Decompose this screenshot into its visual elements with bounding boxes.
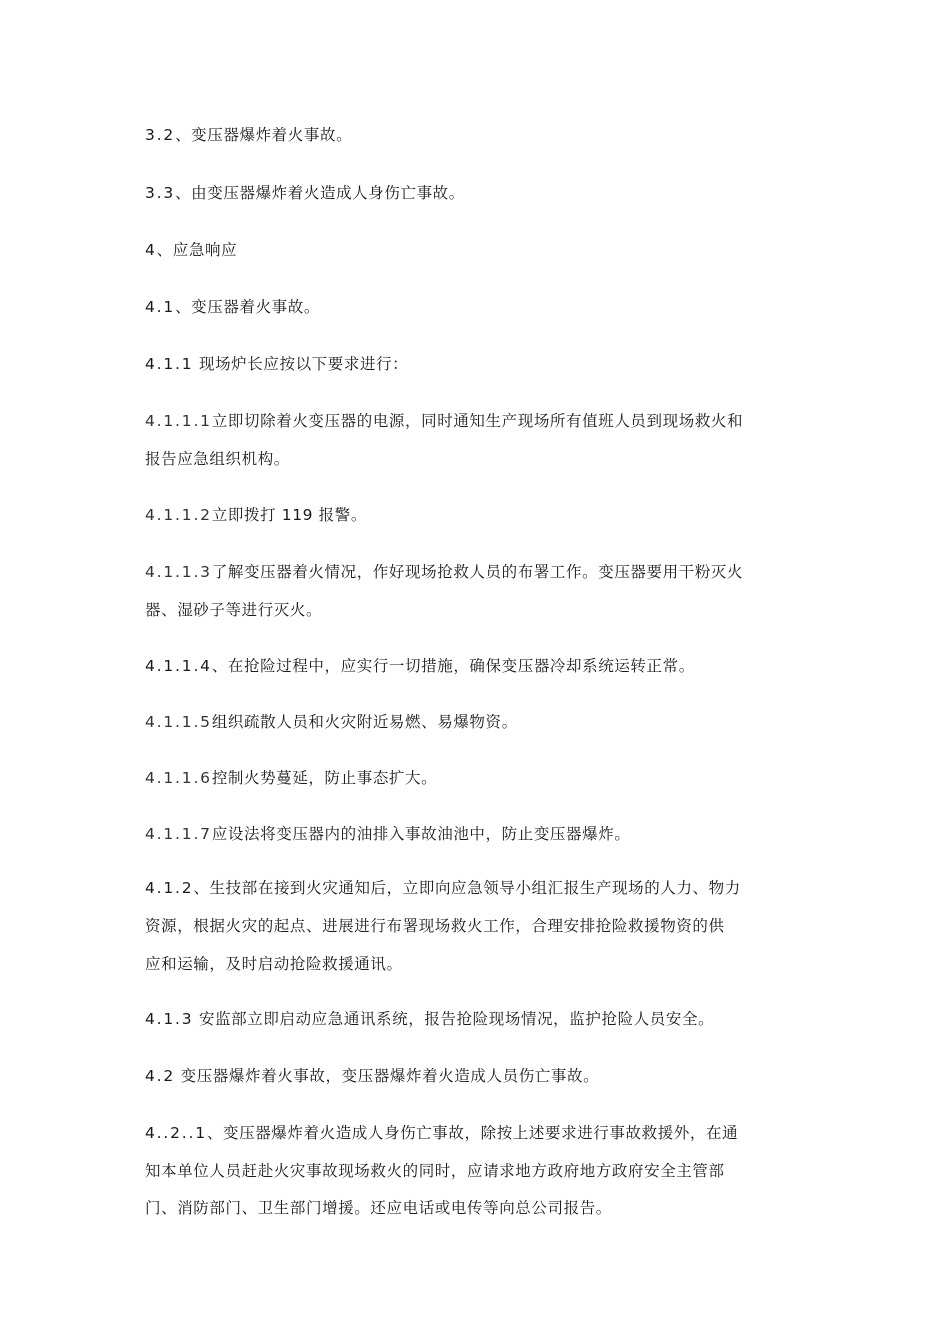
paragraph-line — [145, 824, 815, 844]
line-text: 、应急响应 — [156, 241, 238, 259]
line-text: 组织疏散人员和火灾附近易燃、易爆物资。 — [211, 713, 518, 731]
line-text: 、由变压器爆炸着火造成人身伤亡事故。 — [175, 184, 465, 202]
paragraph-line — [145, 1009, 815, 1029]
line-text: 立即切除着火变压器的电源，同时通知生产现场所有值班人员到现场救火和 — [211, 412, 744, 430]
paragraph-line — [145, 656, 815, 676]
section-number: 4.1.1.6 — [145, 769, 212, 787]
line-text: 控制火势蔓延，防止事态扩大。 — [211, 769, 438, 787]
line-text: 门、消防部门、卫生部门增援。还应电话或电传等向总公司报告。 — [145, 1199, 612, 1217]
paragraph-line — [145, 768, 815, 788]
paragraph-line — [145, 1066, 815, 1086]
paragraph-line — [145, 183, 815, 203]
section-number: 3.3 — [145, 184, 176, 202]
section-number: 3.2 — [145, 126, 176, 144]
paragraph-line — [145, 505, 815, 525]
section-heading — [145, 240, 815, 260]
paragraph-line — [145, 125, 815, 145]
paragraph-line — [145, 562, 815, 582]
paragraph-line — [145, 449, 815, 469]
line-text: 立即拨打 119 报警。 — [211, 506, 367, 524]
line-text: 资源，根据火灾的起点、进展进行布署现场救火工作，合理安排抢险救援物资的供 — [145, 917, 725, 935]
line-text: 报告应急组织机构。 — [145, 450, 290, 468]
section-number: 4.1.1.1 — [145, 412, 212, 430]
section-number: 4.2 — [145, 1067, 176, 1085]
section-number: 4.1.1.7 — [145, 825, 212, 843]
line-text: 、变压器爆炸着火造成人身伤亡事故，除按上述要求进行事故救援外，在通 — [206, 1124, 739, 1142]
paragraph-line — [145, 297, 815, 317]
paragraph-line — [145, 1123, 815, 1143]
section-number: 4.1.3 — [145, 1010, 194, 1028]
section-number: 4.1.2 — [145, 879, 194, 897]
section-number: 4.1.1.5 — [145, 713, 212, 731]
paragraph-line — [145, 916, 815, 936]
line-text: 知本单位人员赶赴火灾事故现场救火的同时，应请求地方政府地方政府安全主管部 — [145, 1162, 725, 1180]
paragraph-line — [145, 354, 815, 374]
section-number: 4.1.1 — [145, 355, 194, 373]
line-text: 了解变压器着火情况，作好现场抢救人员的布署工作。变压器要用干粉灭火 — [211, 563, 744, 581]
line-text: 应和运输，及时启动抢险救援通讯。 — [145, 955, 403, 973]
line-text: 安监部立即启动应急通讯系统，报告抢险现场情况，监护抢险人员安全。 — [193, 1010, 715, 1028]
line-text: 现场炉长应按以下要求进行： — [193, 355, 409, 373]
section-number: 4.1.1.2 — [145, 506, 212, 524]
paragraph-line — [145, 878, 815, 898]
paragraph-line — [145, 954, 815, 974]
paragraph-line — [145, 712, 815, 732]
section-number: 4.1.1.3 — [145, 563, 212, 581]
line-text: 器、湿砂子等进行灭火。 — [145, 601, 323, 619]
section-number: 4 — [145, 241, 157, 259]
line-text: 、变压器爆炸着火事故。 — [175, 126, 353, 144]
section-number: 4.1.1.4 — [145, 657, 212, 675]
section-number: 4.1 — [145, 298, 176, 316]
line-text: 、变压器着火事故。 — [175, 298, 320, 316]
paragraph-line — [145, 1161, 815, 1181]
line-text: 变压器爆炸着火事故，变压器爆炸着火造成人员伤亡事故。 — [175, 1067, 600, 1085]
line-text: 、生技部在接到火灾通知后，立即向应急领导小组汇报生产现场的人力、物力 — [193, 879, 741, 897]
line-text: 、在抢险过程中，应实行一切措施，确保变压器冷却系统运转正常。 — [211, 657, 695, 675]
line-text: 应设法将变压器内的油排入事故油池中，防止变压器爆炸。 — [211, 825, 631, 843]
paragraph-line — [145, 1198, 815, 1218]
section-number: 4..2..1 — [145, 1124, 207, 1142]
paragraph-line — [145, 600, 815, 620]
paragraph-line — [145, 411, 815, 431]
